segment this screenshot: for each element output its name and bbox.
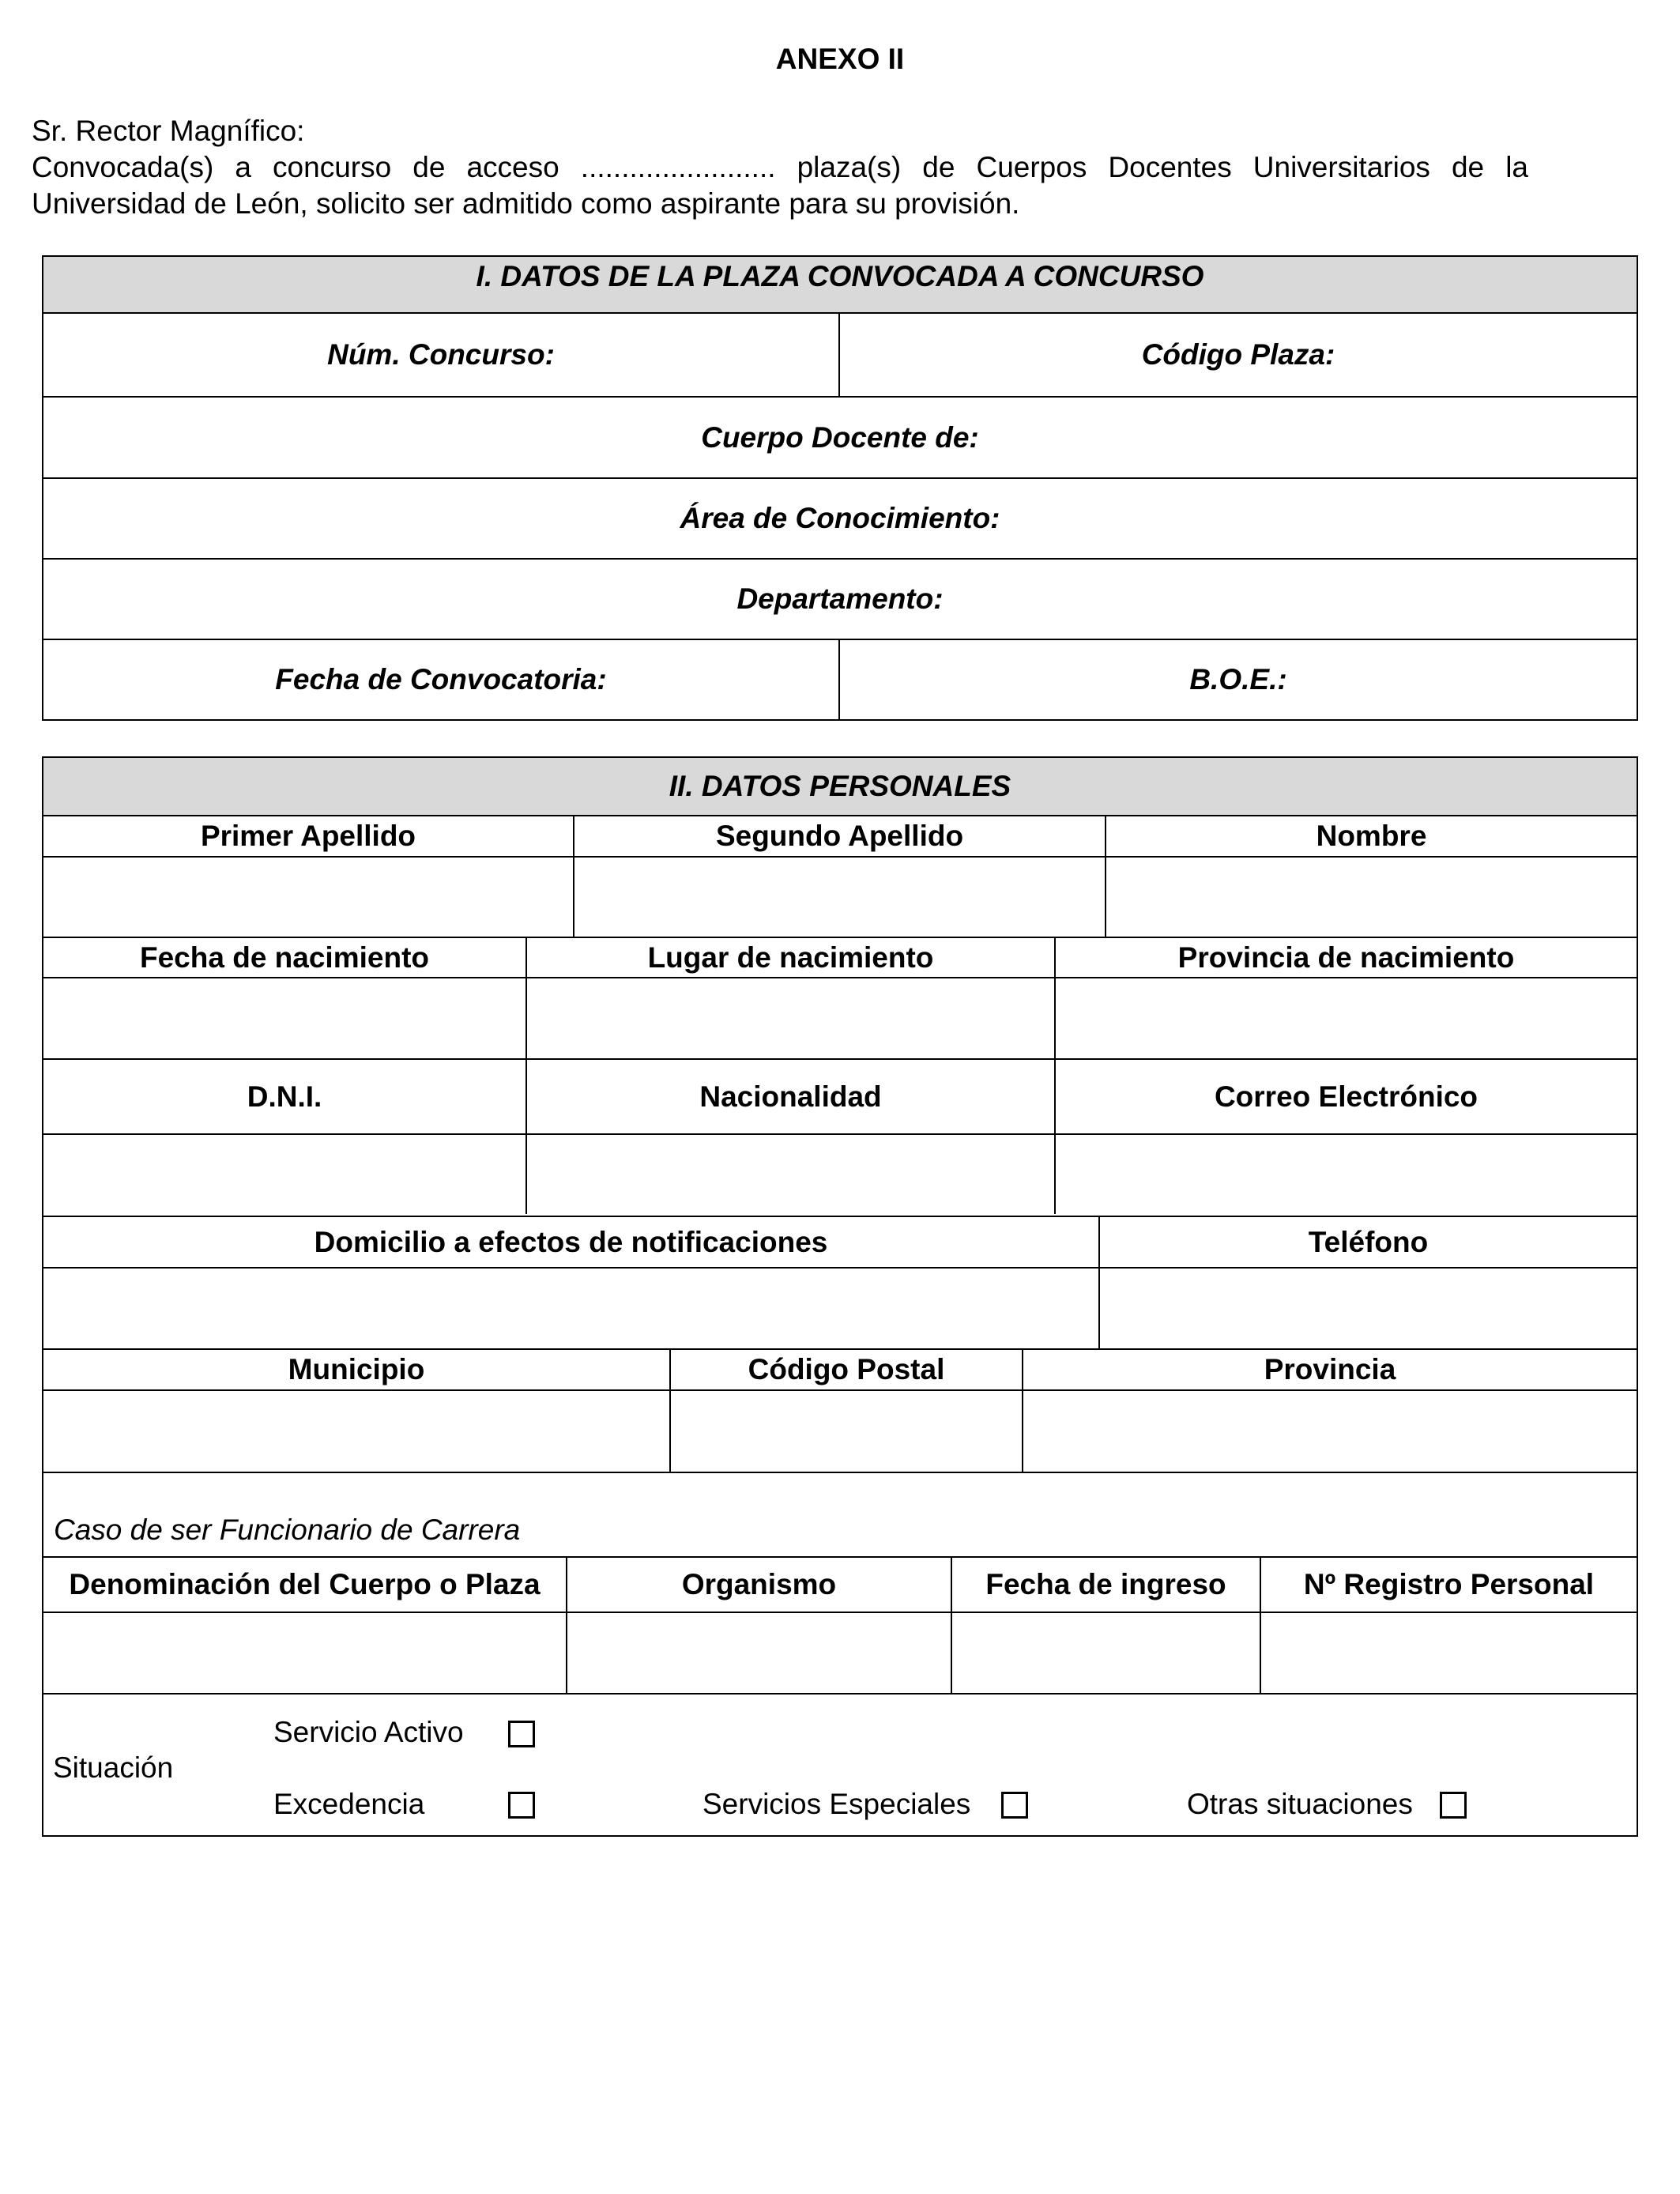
- intro-line-3: Universidad de León, solicito ser admitido como aspirante para su provisión.: [32, 187, 1020, 220]
- servicios-especiales-label: Servicios Especiales: [703, 1788, 971, 1820]
- servicio-activo-label: Servicio Activo: [273, 1716, 464, 1748]
- fecha-nacimiento-input[interactable]: [43, 978, 525, 1058]
- dni-input[interactable]: [43, 1135, 525, 1216]
- provincia-input[interactable]: [1023, 1391, 1637, 1472]
- servicio-activo-checkbox[interactable]: [508, 1721, 535, 1747]
- codigo-postal-label: Código Postal: [748, 1353, 945, 1385]
- page-title: ANEXO II: [775, 43, 905, 75]
- intro-line-2: Convocada(s) a concurso de acceso ........................ plaza(s) de Cuerpos Docentes Universitarios de la: [32, 151, 1528, 183]
- situacion-label: Situación: [53, 1751, 174, 1784]
- boe-field[interactable]: B.O.E.:: [1189, 663, 1287, 696]
- servicios-especiales-checkbox[interactable]: [1001, 1792, 1028, 1819]
- section-plaza-header: I. DATOS DE LA PLAZA CONVOCADA A CONCURSO: [476, 260, 1204, 292]
- divider: [43, 1472, 1637, 1473]
- registro-personal-input[interactable]: [1261, 1613, 1637, 1693]
- section-personal-header: II. DATOS PERSONALES: [669, 770, 1011, 802]
- provincia-nacimiento-input[interactable]: [1056, 978, 1637, 1058]
- domicilio-input[interactable]: [43, 1269, 1098, 1348]
- primer-apellido-label: Primer Apellido: [200, 820, 416, 852]
- nombre-label: Nombre: [1316, 820, 1427, 852]
- segundo-apellido-input[interactable]: [574, 858, 1105, 937]
- fecha-ingreso-input[interactable]: [952, 1613, 1260, 1693]
- cuerpo-docente-field[interactable]: Cuerpo Docente de:: [701, 420, 979, 454]
- intro-salutation: Sr. Rector Magnífico:: [32, 115, 305, 147]
- fecha-ingreso-label: Fecha de ingreso: [985, 1568, 1226, 1600]
- otras-situaciones-label: Otras situaciones: [1187, 1788, 1413, 1820]
- municipio-label: Municipio: [288, 1353, 425, 1385]
- provincia-label: Provincia: [1264, 1353, 1396, 1385]
- nacionalidad-input[interactable]: [527, 1135, 1054, 1216]
- municipio-input[interactable]: [43, 1391, 669, 1472]
- domicilio-label: Domicilio a efectos de notificaciones: [314, 1225, 828, 1258]
- segundo-apellido-label: Segundo Apellido: [715, 820, 964, 852]
- registro-personal-label: Nº Registro Personal: [1303, 1568, 1595, 1600]
- correo-electronico-input[interactable]: [1056, 1135, 1637, 1216]
- primer-apellido-input[interactable]: [43, 858, 573, 937]
- fecha-nacimiento-label: Fecha de nacimiento: [140, 941, 429, 974]
- departamento-field[interactable]: Departamento:: [736, 582, 944, 615]
- divider: [43, 1693, 1637, 1695]
- denominacion-cuerpo-label: Denominación del Cuerpo o Plaza: [69, 1568, 541, 1600]
- num-concurso-field[interactable]: Núm. Concurso:: [327, 338, 555, 371]
- excedencia-label: Excedencia: [273, 1788, 425, 1820]
- organismo-input[interactable]: [567, 1613, 951, 1693]
- denominacion-cuerpo-input[interactable]: [43, 1613, 566, 1693]
- nacionalidad-label: Nacionalidad: [699, 1080, 882, 1113]
- fecha-convocatoria-field[interactable]: Fecha de Convocatoria:: [275, 663, 607, 696]
- organismo-label: Organismo: [681, 1568, 837, 1600]
- lugar-nacimiento-input[interactable]: [527, 978, 1054, 1058]
- nombre-input[interactable]: [1106, 858, 1637, 937]
- area-conocimiento-field[interactable]: Área de Conocimiento:: [680, 502, 1000, 534]
- otras-situaciones-checkbox[interactable]: [1440, 1792, 1467, 1819]
- correo-electronico-label: Correo Electrónico: [1214, 1080, 1478, 1113]
- provincia-nacimiento-label: Provincia de nacimiento: [1177, 941, 1515, 974]
- codigo-postal-input[interactable]: [671, 1391, 1022, 1472]
- funcionario-note: Caso de ser Funcionario de Carrera: [54, 1514, 521, 1546]
- dni-label: D.N.I.: [247, 1080, 322, 1113]
- codigo-plaza-field[interactable]: Código Plaza:: [1141, 338, 1335, 371]
- lugar-nacimiento-label: Lugar de nacimiento: [647, 941, 934, 974]
- telefono-label: Teléfono: [1308, 1225, 1429, 1258]
- telefono-input[interactable]: [1100, 1269, 1637, 1348]
- excedencia-checkbox[interactable]: [508, 1792, 535, 1819]
